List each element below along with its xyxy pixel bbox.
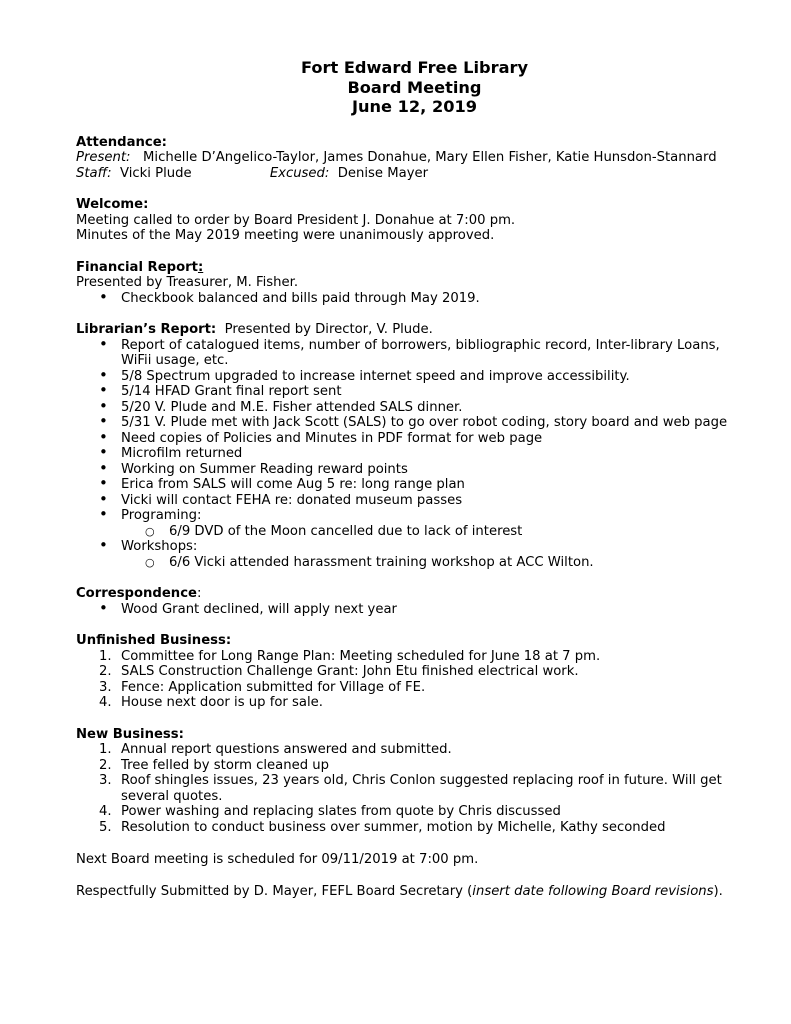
numbered-item: 2. Tree felled by storm cleaned up (99, 757, 330, 773)
document-title (76, 58, 731, 117)
welcome-line: Meeting called to order by Board President J. Donahue at 7:00 pm. (76, 212, 516, 228)
welcome-line: Minutes of the May 2019 meeting were unanimously approved. (76, 228, 495, 243)
list-item: • Vicki will contact FEHA re: donated museum passes (76, 493, 731, 509)
unfinished-heading: Unfinished Business: (76, 633, 232, 648)
numbered-item: 5. Resolution to conduct business over summer, motion by Michelle, Kathy seconded (99, 819, 666, 835)
numbered-item: 1. Annual report questions answered and submitted. (99, 742, 452, 757)
financial-section (76, 260, 731, 307)
list-item: • 5/14 HFAD Grant final report sent (76, 384, 731, 400)
numbered-item: 2. SALS Construction Challenge Grant: John Etu finished electrical work. (99, 664, 579, 679)
submitted-note: insert date following Board revisions (472, 883, 714, 899)
new-business-section (76, 727, 731, 836)
list-item: • Checkbook balanced and bills paid through May 2019. (76, 291, 731, 307)
numbered-item: 4. House next door is up for sale. (99, 695, 323, 710)
title-date: June 12, 2019 (351, 97, 478, 116)
librarian-heading: Librarian’s Report: (76, 322, 217, 337)
librarian-section (76, 322, 731, 570)
welcome-heading: Welcome: (76, 197, 149, 212)
staff-name: Vicki Plude (120, 165, 192, 181)
list-item: • 5/8 Spectrum upgraded to increase internet speed and improve accessibility. (76, 369, 731, 385)
title-library: Fort Edward Free Library (300, 58, 529, 77)
welcome-section (76, 197, 731, 244)
financial-heading: Financial Report: (76, 259, 204, 275)
numbered-item: 3. Fence: Application submitted for Village of FE. (99, 679, 426, 695)
title-meeting: Board Meeting (347, 77, 482, 97)
present-names: Michelle D’Angelico-Taylor, James Donahue, Mary Ellen Fisher, Katie Hunsdon-Stannard (143, 150, 717, 165)
list-item: • 5/20 V. Plude and M.E. Fisher attended SALS dinner. (76, 400, 731, 416)
list-item: • 5/31 V. Plude met with Jack Scott (SALS) to go over robot coding, story board and web page (76, 415, 731, 431)
numbered-item: 3. Roof shingles issues, 23 years old, Chris Conlon suggested replacing roof in future. Will get several quotes. (99, 773, 722, 804)
list-item: • Erica from SALS will come Aug 5 re: long range plan (76, 477, 731, 493)
list-item: • Programing: (76, 508, 731, 524)
excused-label: Excused: (269, 165, 330, 181)
numbered-item: 4. Power washing and replacing slates from quote by Chris discussed (99, 804, 561, 819)
correspondence-section (76, 586, 731, 617)
list-item: • Microfilm returned (76, 446, 731, 462)
librarian-presented: Presented by Director, V. Plude. (224, 322, 433, 337)
list-item: • Working on Summer Reading reward points (76, 462, 731, 478)
submitted-line: Respectfully Submitted by D. Mayer, FEFL Board Secretary (insert date following Board revisions). (76, 883, 723, 899)
list-item: • Wood Grant declined, will apply next year (76, 602, 731, 618)
numbered-item: 1. Committee for Long Range Plan: Meeting scheduled for June 18 at 7 pm. (99, 648, 601, 664)
list-item: • Report of catalogued items, number of borrowers, bibliographic record, Inter-library Loans, WiFii usage, etc. (76, 338, 731, 369)
correspondence-heading: Correspondence: (76, 586, 202, 601)
financial-presented: Presented by Treasurer, M. Fisher. (76, 275, 299, 290)
sub-list-item: ○ 6/9 DVD of the Moon cancelled due to lack of interest (76, 524, 731, 540)
list-item: • Need copies of Policies and Minutes in PDF format for web page (76, 431, 731, 447)
attendance-section (76, 135, 731, 182)
attendance-heading: Attendance: (76, 134, 167, 150)
excused-name: Denise Mayer (337, 165, 429, 181)
present-label: Present: (76, 150, 131, 165)
unfinished-section (76, 633, 731, 711)
sub-list-item: ○ 6/6 Vicki attended harassment training workshop at ACC Wilton. (76, 555, 731, 571)
next-meeting: Next Board meeting is scheduled for 09/11/2019 at 7:00 pm. (76, 852, 479, 867)
librarian-heading-line (76, 322, 731, 338)
new-business-heading: New Business: (76, 726, 184, 742)
list-item: • Workshops: (76, 539, 731, 555)
staff-line (76, 166, 731, 182)
present-line (76, 150, 731, 166)
staff-label: Staff: (76, 165, 112, 181)
